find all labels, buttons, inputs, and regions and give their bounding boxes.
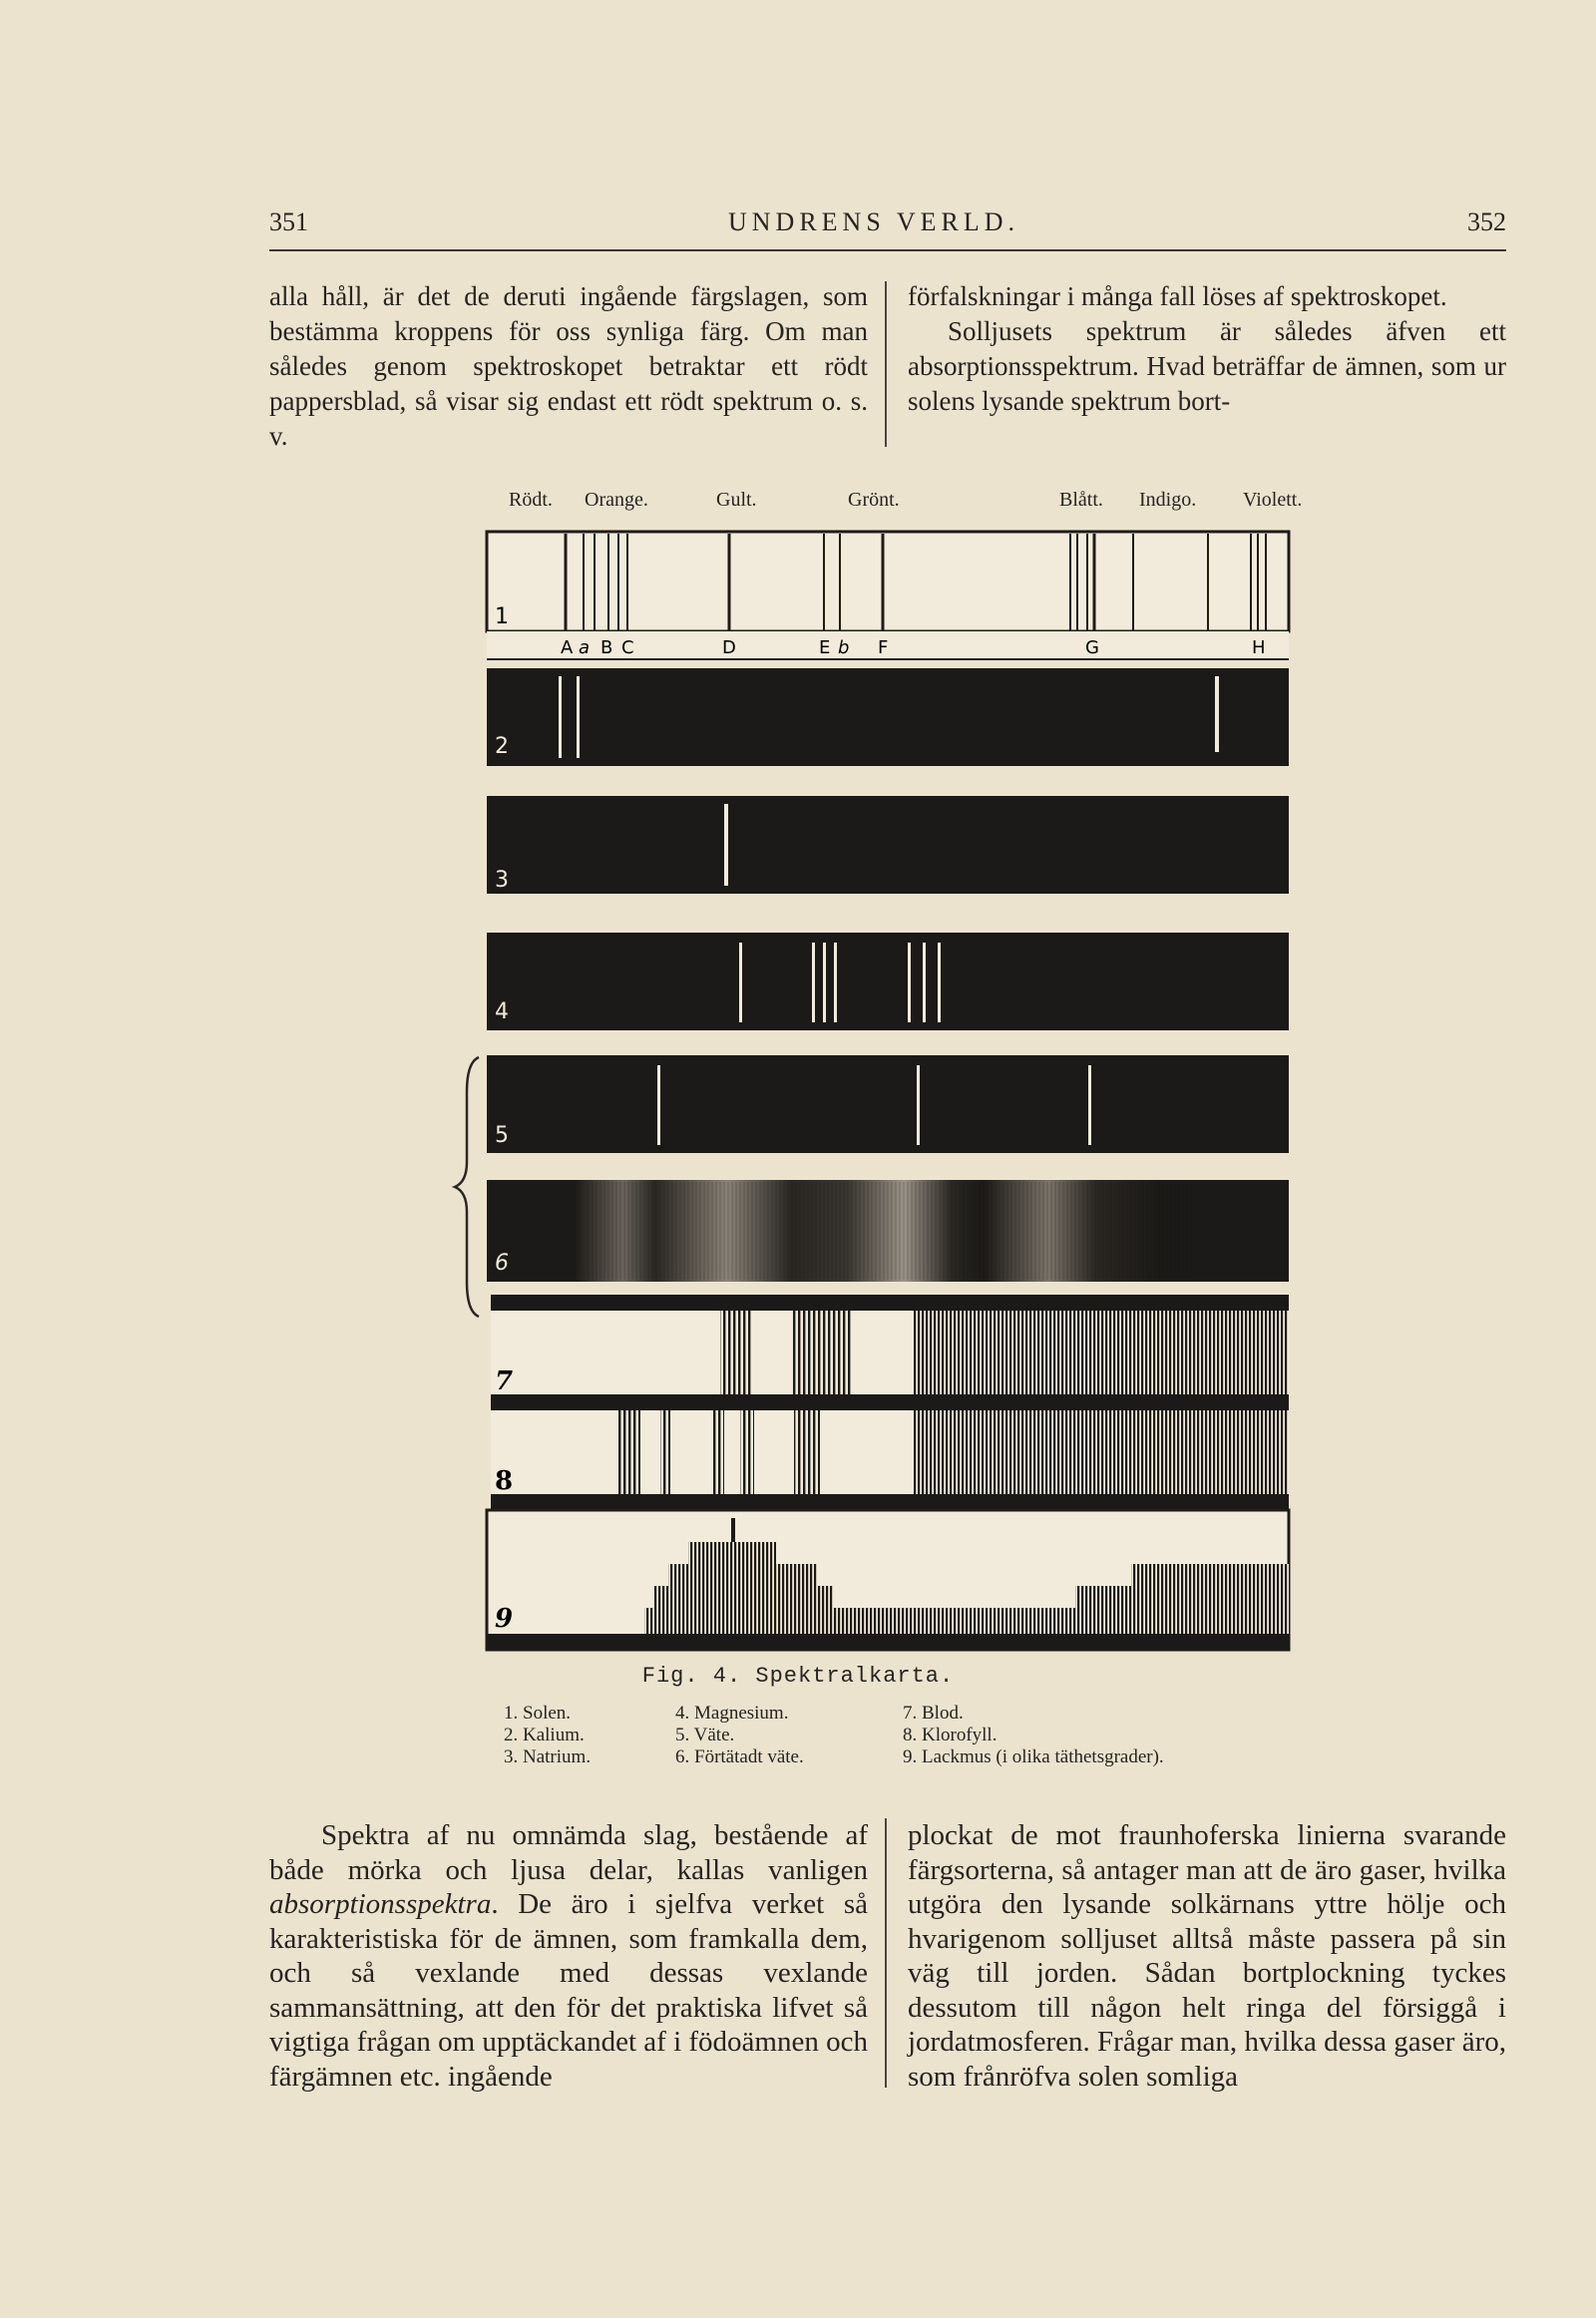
row-4-band bbox=[487, 933, 1289, 1030]
row-number: 6 bbox=[495, 1251, 509, 1276]
line-letter: F bbox=[878, 637, 889, 658]
running-head bbox=[269, 207, 1506, 247]
row-number: 4 bbox=[495, 999, 509, 1024]
emission-line bbox=[559, 676, 562, 758]
line-letter: C bbox=[621, 637, 634, 658]
color-label: Gult. bbox=[716, 489, 757, 511]
color-label: Blått. bbox=[1059, 489, 1103, 511]
row-number: 1 bbox=[495, 604, 509, 629]
line-letter: D bbox=[722, 637, 736, 658]
column-divider bbox=[885, 281, 887, 447]
line-letter: H bbox=[1252, 637, 1266, 658]
color-label: Indigo. bbox=[1139, 489, 1197, 511]
line-letter: G bbox=[1085, 637, 1099, 658]
page-number-right: 352 bbox=[1467, 207, 1506, 236]
page-title: UNDRENS VERLD. bbox=[728, 207, 1019, 236]
line-letter: b bbox=[838, 637, 850, 658]
legend-item: 8. Klorofyll. bbox=[903, 1725, 998, 1745]
row-7-bottom-bar bbox=[491, 1394, 1289, 1410]
row-number: 5 bbox=[495, 1123, 509, 1148]
absorption-band bbox=[660, 1410, 670, 1494]
bracket-5-6 bbox=[455, 1057, 479, 1317]
absorption-band bbox=[740, 1410, 754, 1494]
emission-line bbox=[577, 676, 580, 758]
lackmus-step bbox=[1131, 1564, 1289, 1586]
color-band-labels bbox=[479, 489, 1337, 519]
lackmus-step bbox=[654, 1586, 834, 1608]
row-number: 3 bbox=[495, 868, 509, 893]
figure-legend bbox=[504, 1702, 1302, 1781]
row-2-band bbox=[487, 668, 1289, 766]
emission-line bbox=[834, 943, 837, 1022]
paragraph: plockat de mot fraunhoferska linierna svarande färgsorterna, så antager man att de äro gaser, hvilka utgöra den lysande solkärnans yttre hölje och hvarigenom solljuset alltså måste passera på sin väg till jorden. Sådan bortplockning tyckes dessutom till någon helt ringa del försiggå i jordatmosferen. Frågar man, hvilka dessa gaser äro, som frånröfva solen somliga bbox=[908, 1819, 1506, 2093]
lackmus-step bbox=[688, 1542, 776, 1564]
line-letter: E bbox=[819, 637, 831, 658]
legend-item: 2. Kalium. bbox=[504, 1725, 585, 1745]
row-8-bottom-bar bbox=[491, 1494, 1289, 1510]
absorption-band bbox=[616, 1410, 640, 1494]
absorption-band bbox=[914, 1410, 1289, 1494]
bottom-right-column bbox=[908, 1818, 1506, 2094]
legend-item: 3. Natrium. bbox=[504, 1746, 592, 1767]
emission-line bbox=[657, 1065, 660, 1145]
top-left-column bbox=[269, 279, 868, 454]
row-5-band bbox=[487, 1055, 1289, 1153]
emission-line bbox=[812, 943, 815, 1022]
absorption-band bbox=[794, 1410, 820, 1494]
text-run: Spektra af nu omnämda slag, bestående af både mörka och ljusa delar, kallas vanligen bbox=[269, 1819, 868, 1886]
emission-line bbox=[908, 943, 911, 1022]
paragraph bbox=[269, 1818, 868, 2094]
emission-line bbox=[739, 943, 742, 1022]
header-rule bbox=[269, 249, 1506, 251]
legend-item: 9. Lackmus (i olika täthetsgrader). bbox=[903, 1746, 1164, 1767]
absorption-band bbox=[791, 1311, 853, 1394]
column-divider bbox=[885, 1818, 887, 2088]
top-right-column bbox=[908, 279, 1506, 419]
line-letter: A bbox=[561, 637, 574, 658]
chart-body bbox=[487, 532, 1289, 1650]
legend-item: 4. Magnesium. bbox=[675, 1703, 789, 1724]
paragraph: förfalskningar i många fall löses af spektroskopet. bbox=[908, 281, 1447, 311]
absorption-band bbox=[712, 1410, 724, 1494]
line-letter: a bbox=[579, 637, 591, 658]
absorption-band bbox=[720, 1311, 752, 1394]
text-run: . De äro i sjelfva verket så karakteristiska för de ämnen, som framkalla dem, och så vexlande med dessas vexlande sammansättning, att den för det praktiska lifvet så vigtiga frågan om upptäckandet af i födoämnen och färgämnen etc. ingående bbox=[269, 1888, 868, 2093]
color-label: Grönt. bbox=[848, 489, 900, 511]
color-label: Orange. bbox=[585, 489, 648, 511]
row-number: 8 bbox=[495, 1466, 514, 1496]
color-label: Rödt. bbox=[509, 489, 553, 511]
row-3-band bbox=[487, 796, 1289, 894]
emission-line bbox=[1215, 676, 1219, 752]
emission-line bbox=[923, 943, 926, 1022]
row-number: 2 bbox=[495, 734, 509, 759]
absorption-band bbox=[914, 1311, 1289, 1394]
lackmus-step bbox=[731, 1518, 735, 1542]
spectral-chart bbox=[439, 524, 1307, 1661]
lackmus-step bbox=[1075, 1586, 1289, 1608]
paragraph: alla håll, är det de deruti ingående färgslagen, som bestämma kroppens för oss synliga färg. Om man således genom spektroskopet betraktar ett rödt pappersblad, så visar sig endast ett rödt spektrum o. s. v. bbox=[269, 281, 868, 451]
paragraph: Solljusets spektrum är således äfven ett absorptionsspektrum. Hvad beträffar de ämnen, som ur solens lysande spektrum bort- bbox=[908, 316, 1506, 416]
legend-item: 7. Blod. bbox=[903, 1703, 964, 1724]
emission-line bbox=[917, 1065, 920, 1145]
emission-line bbox=[938, 943, 941, 1022]
line-letter: B bbox=[600, 637, 613, 658]
emission-line bbox=[724, 804, 728, 886]
bottom-left-column bbox=[269, 1818, 868, 2094]
color-label: Violett. bbox=[1243, 489, 1303, 511]
emission-line bbox=[823, 943, 826, 1022]
row-1-frame bbox=[487, 532, 1289, 631]
lackmus-step bbox=[644, 1608, 1289, 1634]
figure-caption: Fig. 4. Spektralkarta. bbox=[641, 1664, 955, 1689]
legend-item: 1. Solen. bbox=[504, 1703, 572, 1724]
term-absorptionsspektra: absorptionsspektra bbox=[269, 1888, 492, 1920]
legend-item: 5. Väte. bbox=[675, 1725, 735, 1745]
emission-line bbox=[1088, 1065, 1091, 1145]
lackmus-step bbox=[668, 1564, 818, 1586]
row-number: 9 bbox=[495, 1604, 514, 1634]
row-7-top-bar bbox=[491, 1295, 1289, 1311]
legend-item: 6. Förtätadt väte. bbox=[675, 1746, 804, 1767]
page-number-left: 351 bbox=[269, 207, 308, 236]
row-number: 7 bbox=[495, 1366, 514, 1396]
row-9-bottom-bar bbox=[487, 1634, 1289, 1650]
